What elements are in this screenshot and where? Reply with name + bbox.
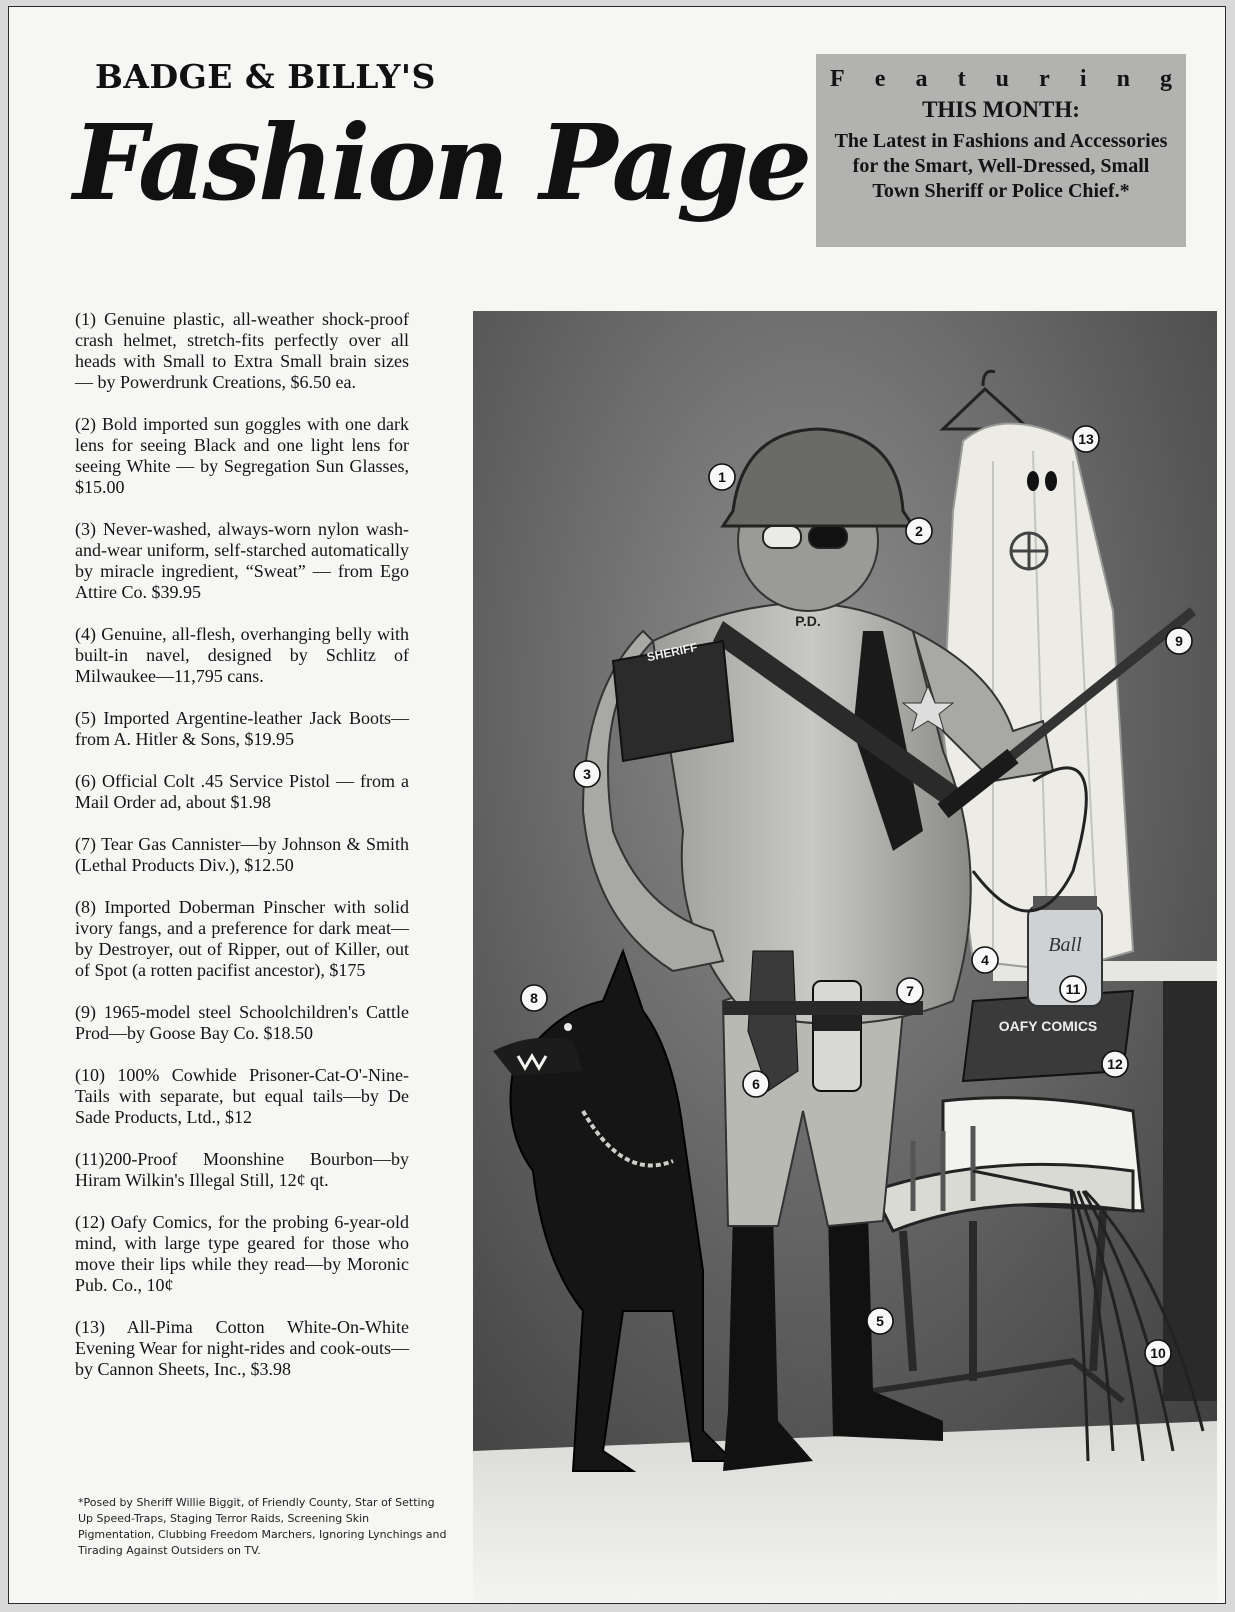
svg-text:13: 13	[1078, 431, 1094, 447]
callout-13	[1073, 426, 1099, 452]
featuring-box	[816, 54, 1186, 247]
svg-text:12: 12	[1107, 1056, 1123, 1072]
svg-text:8: 8	[530, 990, 538, 1006]
featuring-letter: r	[1039, 66, 1050, 92]
callout-9	[1166, 628, 1192, 654]
page-title: Fashion Page	[73, 101, 810, 224]
svg-text:5: 5	[876, 1313, 884, 1329]
callout-7	[897, 978, 923, 1004]
featuring-letter: i	[1079, 66, 1087, 92]
sheriff-illustration	[473, 311, 1217, 1604]
footnote: *Posed by Sheriff Willie Biggit, of Friendly County, Star of Setting Up Speed-Traps, Staging Terror Raids, Screening Skin Pigmentation, Clubbing Freedom Marchers, Ignoring Lynchings and Tirading Against Outsiders on TV.	[78, 1496, 447, 1557]
list-item: (2) Bold imported sun goggles with one dark lens for seeing Black and one light lens for seeing White — by Segregation Sun Glasses, $15.00	[75, 414, 409, 497]
callout-3	[574, 761, 600, 787]
featuring-word	[830, 66, 1172, 93]
callout-11	[1060, 976, 1086, 1002]
featuring-letter: e	[874, 66, 886, 92]
svg-text:7: 7	[906, 983, 914, 999]
featuring-letter: F	[830, 66, 845, 92]
list-item: (5) Imported Argentine-leather Jack Boots—from A. Hitler & Sons, $19.95	[75, 708, 409, 749]
featuring-letter: n	[1116, 66, 1130, 92]
kicker-heading: BADGE & BILLY'S	[95, 57, 436, 96]
side-table-leg	[1163, 981, 1217, 1401]
list-item: (9) 1965-model steel Schoolchildren's Cattle Prod—by Goose Bay Co. $18.50	[75, 1002, 409, 1043]
featuring-letter: u	[995, 66, 1009, 92]
list-item: (4) Genuine, all-flesh, overhanging belly with built-in navel, designed by Schlitz of Milwaukee—11,795 cans.	[75, 624, 409, 686]
callout-2	[906, 518, 932, 544]
callout-10	[1145, 1340, 1171, 1366]
callout-5	[867, 1308, 893, 1334]
list-item: (1) Genuine plastic, all-weather shock-proof crash helmet, stretch-fits perfectly over all heads with Small to Extra Small brain sizes — by Powerdrunk Creations, $6.50 ea.	[75, 309, 409, 392]
svg-text:6: 6	[752, 1076, 760, 1092]
magazine-page	[8, 6, 1226, 1604]
callout-4	[972, 947, 998, 973]
featuring-description: The Latest in Fashions and Accessories for the Smart, Well-Dressed, Small Town Sheriff or Police Chief.*	[834, 130, 1168, 202]
list-item: (11)200-Proof Moonshine Bourbon—by Hiram Wilkin's Illegal Still, 12¢ qt.	[75, 1149, 409, 1190]
collar-insignia: P.D.	[795, 613, 821, 629]
callout-6	[743, 1071, 769, 1097]
item-list	[75, 309, 409, 1401]
callout-12	[1102, 1051, 1128, 1077]
list-item: (13) All-Pima Cotton White-On-White Evening Wear for night-rides and cook-outs—by Cannon Sheets, Inc., $3.98	[75, 1317, 409, 1379]
svg-text:11: 11	[1065, 981, 1081, 997]
svg-text:1: 1	[718, 469, 726, 485]
jar-label: Ball	[1048, 934, 1082, 956]
list-item: (6) Official Colt .45 Service Pistol — from a Mail Order ad, about $1.98	[75, 771, 409, 812]
svg-text:3: 3	[583, 766, 591, 782]
list-item: (12) Oafy Comics, for the probing 6-year-old mind, with large type geared for those who move their lips while they read—by Moronic Pub. Co., 10¢	[75, 1212, 409, 1295]
comic-cover-text: OAFY COMICS	[998, 1018, 1098, 1034]
featuring-letter: g	[1160, 66, 1172, 92]
list-item: (8) Imported Doberman Pinscher with solid ivory fangs, and a preference for dark meat—by Destroyer, out of Ripper, out of Killer, out of Spot (a rotten pacifist ancestor), $175	[75, 897, 409, 980]
svg-text:2: 2	[915, 523, 923, 539]
list-item: (3) Never-washed, always-worn nylon wash-and-wear uniform, self-starched automatically by miracle ingredient, “Sweat” — from Ego Attire Co. $39.95	[75, 519, 409, 602]
svg-text:10: 10	[1150, 1345, 1166, 1361]
callout-8	[521, 985, 547, 1011]
featuring-letter: t	[957, 66, 966, 92]
featuring-month: THIS MONTH:	[922, 97, 1080, 122]
list-item: (10) 100% Cowhide Prisoner-Cat-O'-Nine-Tails with separate, but equal tails—by De Sade Products, Ltd., $12	[75, 1065, 409, 1127]
svg-text:4: 4	[981, 952, 989, 968]
list-item: (7) Tear Gas Cannister—by Johnson & Smith (Lethal Products Div.), $12.50	[75, 834, 409, 875]
sheriff-patch-text: SHERIFF	[645, 639, 699, 665]
callout-1	[709, 464, 735, 490]
featuring-letter: a	[915, 66, 928, 92]
svg-text:9: 9	[1175, 633, 1183, 649]
